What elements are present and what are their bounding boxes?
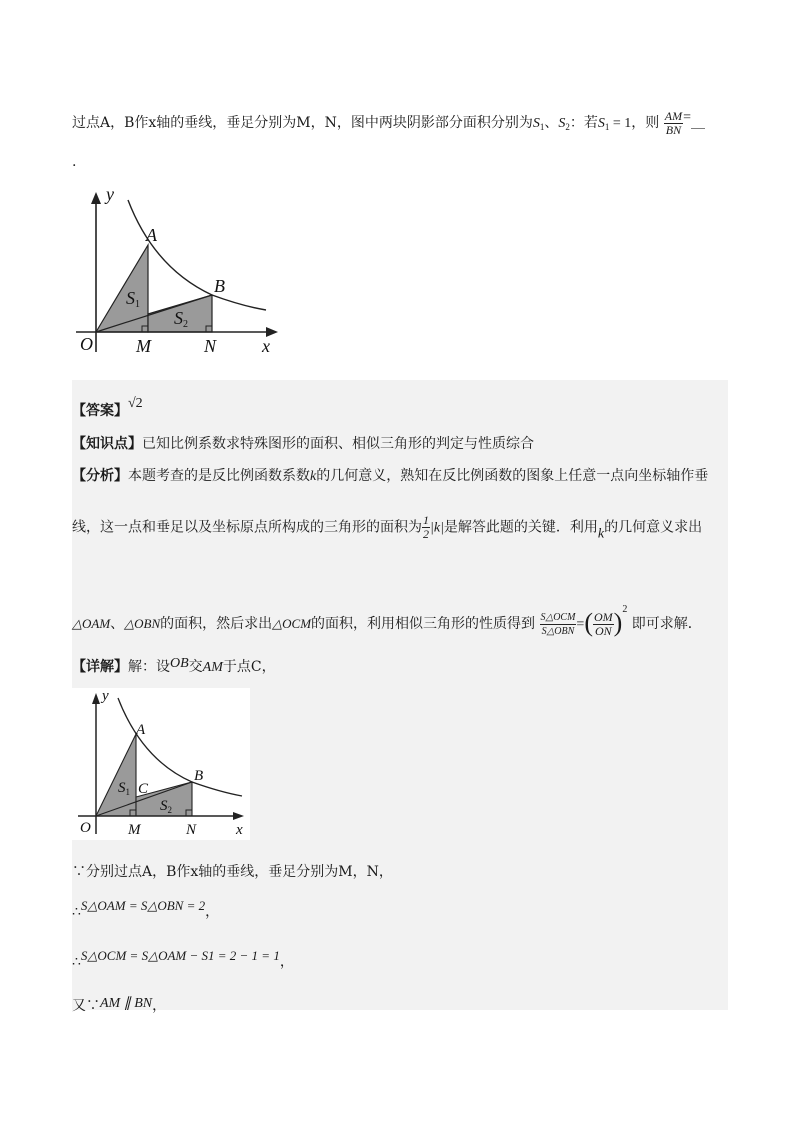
label-s2: S2: [174, 308, 188, 330]
shaded-s1: [96, 245, 148, 332]
question-line: [72, 108, 705, 137]
label-a: A: [136, 722, 146, 738]
label-n: N: [186, 822, 197, 838]
length-ratio-fraction: $\frac{OM}{ON}$: [594, 609, 613, 638]
separator: 、: [544, 115, 559, 131]
detail-label: 【详解】: [72, 659, 128, 675]
label-s1: $S_1$: [118, 780, 130, 797]
label-s2: $S_2$: [160, 798, 172, 815]
detail-line: 【详解】解：设OB交AM于点C，: [72, 656, 276, 675]
condition: $S_1 = 1$: [597, 116, 632, 132]
knowledge-label: 【知识点】: [72, 436, 142, 452]
label-a: A: [146, 225, 157, 245]
step-2: ∴S△OAM = S△OBN = 2，: [72, 898, 220, 920]
knowledge-line: [72, 434, 534, 454]
knowledge-text: 已知比例系数求特殊图形的面积、相似三角形的判定与性质综合: [142, 436, 534, 452]
s2-symbol: $S_2$: [558, 116, 570, 132]
answer-label: 【答案】: [72, 403, 128, 419]
label-m: M: [128, 822, 141, 838]
step-1: ∵分别过点A，B作x轴的垂线，垂足分别为M，N，: [72, 864, 393, 880]
label-y: y: [102, 688, 109, 704]
analysis-line-2: 线，这一点和垂足以及坐标原点所构成的三角形的面积为 $\frac{1}{2}$ |k|是解答此题的关键．利用k的几何意义求出: [72, 513, 703, 542]
area-ratio-fraction: $\frac{\text{S△OCM}}{\text{S△OBN}}$: [540, 611, 576, 637]
answer-line: [72, 394, 143, 421]
then-text: ，则: [631, 115, 660, 131]
answer-value: √2: [128, 396, 143, 411]
label-c: C: [138, 781, 149, 797]
equals-sign: =: [683, 110, 691, 125]
label-o: O: [80, 334, 93, 354]
label-b: B: [214, 276, 225, 296]
y-axis-arrow-icon: [91, 192, 101, 204]
half-fraction: $\frac{1}{2}$: [423, 513, 429, 541]
figure-2: [72, 688, 250, 840]
s1-symbol: $S_1$: [532, 116, 545, 132]
am-bn-fraction: $\frac{AM}{BN}$: [664, 108, 683, 137]
step-4: 又∵AM ∥ BN，: [72, 996, 167, 1014]
hyperbola-curve: [128, 200, 266, 310]
label-s1: S1: [126, 288, 140, 310]
question-period: .: [72, 154, 77, 170]
question-text: 过点A，B作x轴的垂线，垂足分别为M，N，图中两块阴影部分面积分别为: [72, 115, 533, 131]
answer-blank: ＿: [690, 115, 705, 131]
figure-1: [66, 186, 286, 358]
label-x: x: [236, 822, 243, 838]
step-3: ∴S△OCM = S△OAM − S1 = 2 − 1 = 1，: [72, 948, 294, 970]
label-n: N: [204, 336, 217, 356]
analysis-label: 【分析】: [72, 468, 128, 484]
analysis-line-1: 【分析】本题考查的是反比例函数系数k的几何意义，熟知在反比例函数的图象上任意一点向坐标轴作垂: [72, 468, 709, 484]
label-b: B: [194, 768, 204, 784]
label-o: O: [80, 820, 91, 836]
label-x: x: [262, 336, 270, 356]
condition-prefix: ：若: [569, 115, 598, 131]
label-y: y: [106, 186, 114, 204]
analysis-line-3: △OAM、△OBN的面积，然后求出△OCM的面积，利用相似三角形的性质得到 $\frac{\text{S△OCM}}{\text{S△OBN}}$ =( $\frac{OM}{ON}$ )$^2$ 即可求解．: [72, 604, 702, 638]
label-m: M: [136, 336, 151, 356]
